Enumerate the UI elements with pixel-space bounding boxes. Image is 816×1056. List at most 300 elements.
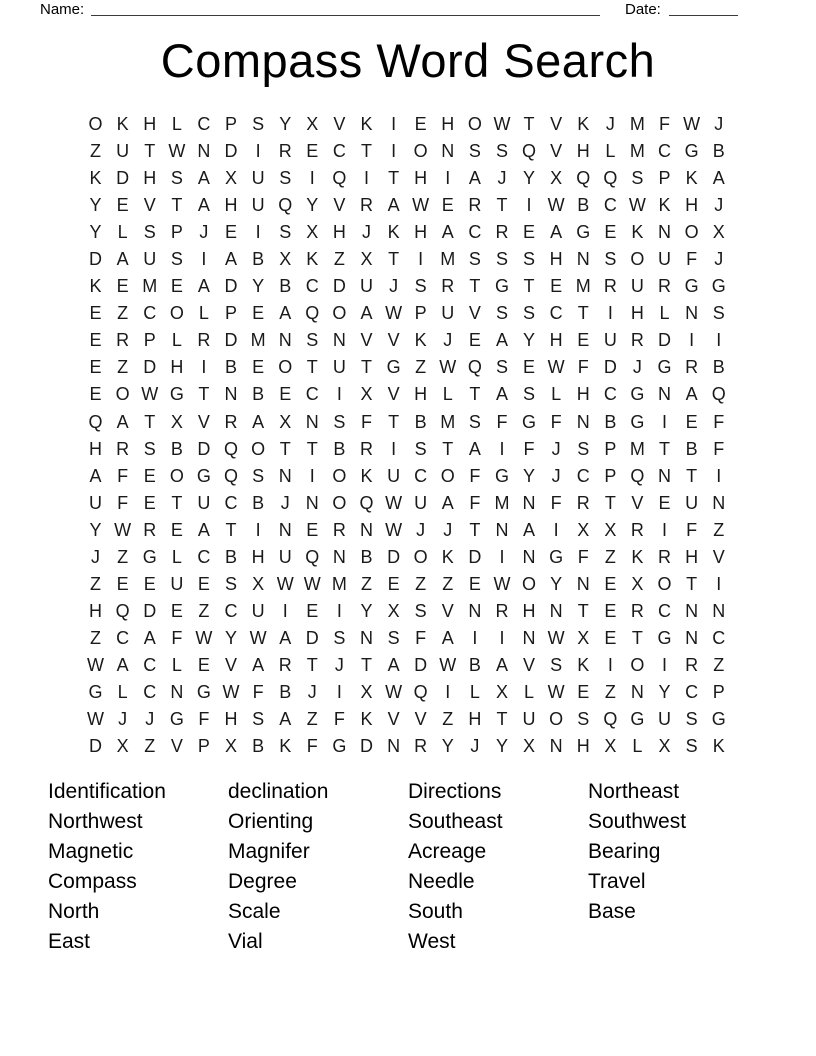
grid-letter: X [360,249,373,270]
grid-letter: N [576,411,590,432]
grid-letter: T [496,709,508,730]
grid-letter: T [496,195,508,216]
word-list-item: Southwest [588,809,687,833]
grid-letter: Q [224,438,239,459]
grid-letter: I [201,357,207,378]
grid-letter: E [252,303,265,324]
grid-letter: I [309,168,315,189]
grid-letter: E [252,357,265,378]
word-list [48,777,768,956]
grid-letter: G [88,682,103,702]
grid-letter: X [577,627,590,648]
grid-letter: Q [576,168,591,189]
grid-letter: S [306,330,319,351]
grid-letter: E [170,600,183,621]
word-list-item: Southeast [408,809,503,833]
grid-letter: F [252,682,264,702]
grid-letter: U [630,276,644,297]
grid-letter: C [576,465,590,486]
grid-letter: Y [495,736,508,757]
grid-letter: O [332,303,347,324]
grid-letter: T [388,411,400,432]
grid-letter: W [385,492,403,513]
grid-letter: T [171,195,183,216]
grid-letter: H [251,546,265,567]
grid-letter: I [255,222,261,243]
grid-letter: V [523,654,536,675]
grid-letter: R [576,492,590,513]
grid-letter: S [550,654,563,675]
grid-letter: J [118,709,128,730]
grid-letter: G [630,709,645,730]
grid-letter: N [685,600,699,621]
grid-letter: R [116,438,130,459]
grid-letter: M [440,411,456,432]
grid-letter: L [171,546,182,567]
grid-letter: A [495,384,508,405]
grid-letter: X [225,736,238,757]
grid-letter: E [143,465,156,486]
grid-letter: J [443,330,453,351]
grid-letter: R [658,546,672,567]
grid-letter: Y [658,682,671,702]
grid-letter: R [468,195,482,216]
grid-letter: Z [306,709,318,730]
grid-letter: I [607,303,613,324]
grid-letter: U [332,357,346,378]
grid-letter: F [686,519,698,540]
grid-letter: G [332,736,347,757]
grid-letter: R [603,276,617,297]
word-list-item: Magnetic [48,839,134,863]
grid-letter: N [278,330,292,351]
grid-letter: A [360,303,373,324]
grid-letter: M [331,573,347,594]
grid-letter: Q [467,357,482,378]
grid-letter: H [576,736,590,757]
grid-letter: Z [90,141,102,162]
grid-letter: D [224,330,238,351]
grid-letter: G [711,276,726,297]
grid-letter: W [628,195,646,216]
grid-letter: T [469,384,481,405]
grid-letter: I [255,141,261,162]
grid-letter: C [143,682,157,702]
grid-letter: D [387,546,401,567]
grid-letter: C [658,600,672,621]
grid-letter: G [576,222,591,243]
word-list-item: South [408,899,463,923]
grid-letter: L [605,141,616,162]
grid-letter: O [657,573,672,594]
grid-letter: C [143,303,157,324]
grid-letter: H [414,384,428,405]
grid-letter: G [494,465,509,486]
grid-letter: R [441,276,455,297]
grid-letter: Z [360,573,372,594]
grid-letter: D [89,736,103,757]
grid-letter: I [336,600,342,621]
grid-letter: Z [117,546,129,567]
grid-letter: V [225,654,238,675]
grid-letter: N [359,627,373,648]
grid-letter: T [469,519,481,540]
grid-letter: K [631,546,644,567]
grid-letter: W [141,384,159,405]
grid-letter: G [196,682,211,702]
grid-letter: X [523,736,536,757]
grid-letter: E [604,627,617,648]
grid-letter: O [251,438,266,459]
grid-letter: C [197,546,211,567]
grid-letter: N [658,384,672,405]
grid-letter: U [414,492,428,513]
grid-letter: I [391,114,397,135]
grid-letter: I [336,682,342,702]
grid-letter: N [658,222,672,243]
grid-letter: N [441,141,455,162]
grid-letter: Z [90,627,102,648]
grid-letter: D [414,654,428,675]
grid-letter: R [630,330,644,351]
grid-letter: S [604,249,617,270]
grid-letter: Q [305,303,320,324]
grid-letter: C [224,600,238,621]
grid-letter: I [391,438,397,459]
grid-letter: W [439,654,457,675]
grid-letter: Y [441,736,454,757]
grid-letter: H [576,141,590,162]
grid-letter: T [198,384,210,405]
grid-letter: K [577,654,590,675]
grid-letter: C [468,222,482,243]
grid-letter: Q [224,465,239,486]
grid-letter: C [603,195,617,216]
grid-letter: N [522,492,536,513]
grid-letter: R [414,736,428,757]
grid-letter: R [197,330,211,351]
grid-letter: S [468,411,481,432]
grid-letter: C [305,276,319,297]
grid-letter: R [630,600,644,621]
grid-letter: W [439,357,457,378]
word-list-item: Orienting [228,809,314,833]
grid-letter: E [414,114,427,135]
word-list-item: declination [228,780,329,803]
grid-letter: F [577,357,589,378]
word-list-item: Bearing [588,839,661,863]
grid-letter: R [685,654,699,675]
grid-letter: O [440,465,455,486]
grid-letter: E [577,682,590,702]
grid-letter: R [278,141,292,162]
grid-letter: Q [305,546,320,567]
grid-letter: Y [523,330,536,351]
grid-letter: K [441,546,454,567]
grid-letter: D [658,330,672,351]
grid-letter: R [359,195,373,216]
grid-letter: W [385,303,403,324]
grid-letter: A [279,303,292,324]
grid-letter: A [252,411,265,432]
grid-letter: B [604,411,617,432]
grid-letter: S [252,709,265,730]
grid-letter: I [499,546,505,567]
grid-letter: K [116,114,129,135]
grid-letter: X [170,411,183,432]
grid-letter: P [604,438,617,459]
grid-letter: E [387,573,400,594]
grid-letter: I [716,465,722,486]
grid-letter: C [305,384,319,405]
grid-letter: W [195,627,213,648]
grid-letter: Q [711,384,726,405]
grid-letter: I [689,330,695,351]
grid-letter: W [547,357,565,378]
grid-letter: I [662,654,668,675]
grid-letter: S [252,114,265,135]
grid-letter: R [359,438,373,459]
grid-letter: N [387,736,401,757]
grid-letter: P [604,465,617,486]
grid-letter: X [279,411,292,432]
grid-letter: J [145,709,155,730]
grid-letter: N [170,682,184,702]
grid-letter: D [143,600,157,621]
grid-letter: A [441,222,454,243]
grid-letter: T [469,276,481,297]
grid-letter: N [685,627,699,648]
grid-letter: J [497,168,507,189]
grid-letter: I [255,519,261,540]
grid-letter: L [171,114,182,135]
grid-letter: T [306,654,318,675]
grid-letter: D [603,357,617,378]
grid-letter: N [549,736,563,757]
grid-letter: F [686,249,698,270]
grid-letter: I [336,384,342,405]
grid-letter: G [657,627,672,648]
grid-letter: G [630,411,645,432]
grid-letter: U [251,600,265,621]
grid-letter: S [170,249,183,270]
grid-letter: S [414,600,427,621]
grid-letter: G [522,411,537,432]
grid-letter: X [279,249,292,270]
grid-letter: J [714,249,724,270]
grid-letter: J [714,195,724,216]
grid-letter: D [359,736,373,757]
grid-letter: N [332,330,346,351]
grid-letter: N [305,411,319,432]
grid-letter: H [414,168,428,189]
grid-letter: I [363,168,369,189]
grid-letter: Y [306,195,319,216]
grid-letter: V [197,411,210,432]
grid-letter: O [332,492,347,513]
grid-letter: E [306,519,319,540]
grid-letter: T [360,141,372,162]
grid-letter: J [334,654,344,675]
grid-letter: E [143,492,156,513]
grid-letter: Y [89,222,102,243]
grid-letter: G [711,709,726,730]
grid-letter: Z [604,682,616,702]
grid-letter: U [89,492,103,513]
grid-letter: F [117,465,129,486]
grid-letter: A [143,627,156,648]
word-list-item: Magnifer [228,839,310,863]
grid-letter: W [87,654,105,675]
grid-letter: E [604,600,617,621]
grid-letter: F [469,492,481,513]
grid-letter: M [629,114,645,135]
grid-letter: M [440,249,456,270]
grid-letter: B [360,546,373,567]
word-list-column [48,777,228,956]
grid-letter: G [169,709,184,730]
grid-letter: Q [359,492,374,513]
grid-letter: Z [415,357,427,378]
grid-letter: Z [333,249,345,270]
grid-letter: W [303,573,321,594]
grid-letter: V [712,546,725,567]
grid-letter: V [387,384,400,405]
grid-letter: V [468,303,481,324]
grid-letter: E [658,492,671,513]
grid-letter: B [252,736,265,757]
grid-letter: S [252,465,265,486]
name-label: Name: [40,1,85,18]
grid-letter: N [224,384,238,405]
grid-letter: A [387,654,400,675]
grid-letter: S [387,627,400,648]
grid-letter: O [169,303,184,324]
grid-letter: M [494,492,510,513]
grid-letter: I [607,654,613,675]
grid-letter: K [658,195,671,216]
grid-letter: R [495,600,509,621]
grid-letter: U [251,168,265,189]
word-list-item: Travel [588,869,646,893]
grid-letter: A [712,168,725,189]
grid-letter: F [415,627,427,648]
grid-letter: L [551,384,562,405]
grid-letter: Z [90,573,102,594]
grid-letter: B [279,276,292,297]
grid-letter: X [252,573,265,594]
grid-letter: T [577,600,589,621]
word-list-item: Northwest [48,809,143,833]
grid-letter: A [116,249,129,270]
grid-letter: P [658,168,671,189]
grid-letter: Q [88,411,103,432]
grid-letter: B [252,384,265,405]
grid-letter: A [279,627,292,648]
grid-letter: C [143,654,157,675]
grid-letter: J [389,276,399,297]
grid-letter: I [526,195,532,216]
grid-letter: I [662,519,668,540]
grid-letter: T [279,438,291,459]
grid-letter: R [278,654,292,675]
grid-letter: F [171,627,183,648]
grid-letter: D [468,546,482,567]
grid-letter: N [685,303,699,324]
word-search-grid [82,111,732,760]
grid-letter: H [332,222,346,243]
grid-letter: E [116,573,129,594]
grid-letter: A [550,222,563,243]
grid-letter: W [276,573,294,594]
grid-letter: O [630,654,645,675]
grid-letter: A [197,168,210,189]
grid-letter: P [225,303,238,324]
grid-letter: Q [603,168,618,189]
grid-letter: F [523,438,535,459]
grid-letter: W [547,682,565,702]
grid-letter: M [629,141,645,162]
word-list-item: Needle [408,869,475,893]
grid-letter: S [143,438,156,459]
grid-letter: V [441,600,454,621]
grid-letter: D [197,438,211,459]
grid-letter: W [547,627,565,648]
grid-letter: X [116,736,129,757]
grid-letter: H [685,546,699,567]
grid-letter: S [333,627,346,648]
grid-letter: Z [442,573,454,594]
grid-letter: W [683,114,701,135]
grid-letter: K [685,168,698,189]
grid-letter: U [685,492,699,513]
grid-letter: F [360,411,372,432]
grid-letter: N [630,682,644,702]
grid-letter: D [305,627,319,648]
grid-letter: F [198,709,210,730]
grid-letter: H [549,330,563,351]
grid-letter: A [495,654,508,675]
word-list-item: Identification [48,780,166,803]
grid-letter: X [604,519,617,540]
grid-letter: W [87,709,105,730]
grid-letter: G [684,276,699,297]
grid-letter: O [88,114,103,135]
grid-letter: Q [115,600,130,621]
grid-letter: E [279,384,292,405]
grid-letter: P [712,682,725,702]
word-list-item: West [408,929,456,953]
grid-letter: Y [89,195,102,216]
grid-letter: J [307,682,317,702]
word-list-item: East [48,929,91,953]
grid-letter: F [659,114,671,135]
grid-letter: T [144,411,156,432]
grid-letter: S [143,222,156,243]
grid-letter: P [170,222,183,243]
grid-letter: C [197,114,211,135]
grid-letter: H [224,195,238,216]
grid-letter: H [143,114,157,135]
grid-letter: H [89,600,103,621]
grid-letter: O [630,249,645,270]
grid-letter: B [225,546,238,567]
grid-letter: M [629,438,645,459]
grid-letter: N [549,600,563,621]
word-list-column [588,777,768,956]
grid-letter: U [387,465,401,486]
grid-letter: W [385,519,403,540]
